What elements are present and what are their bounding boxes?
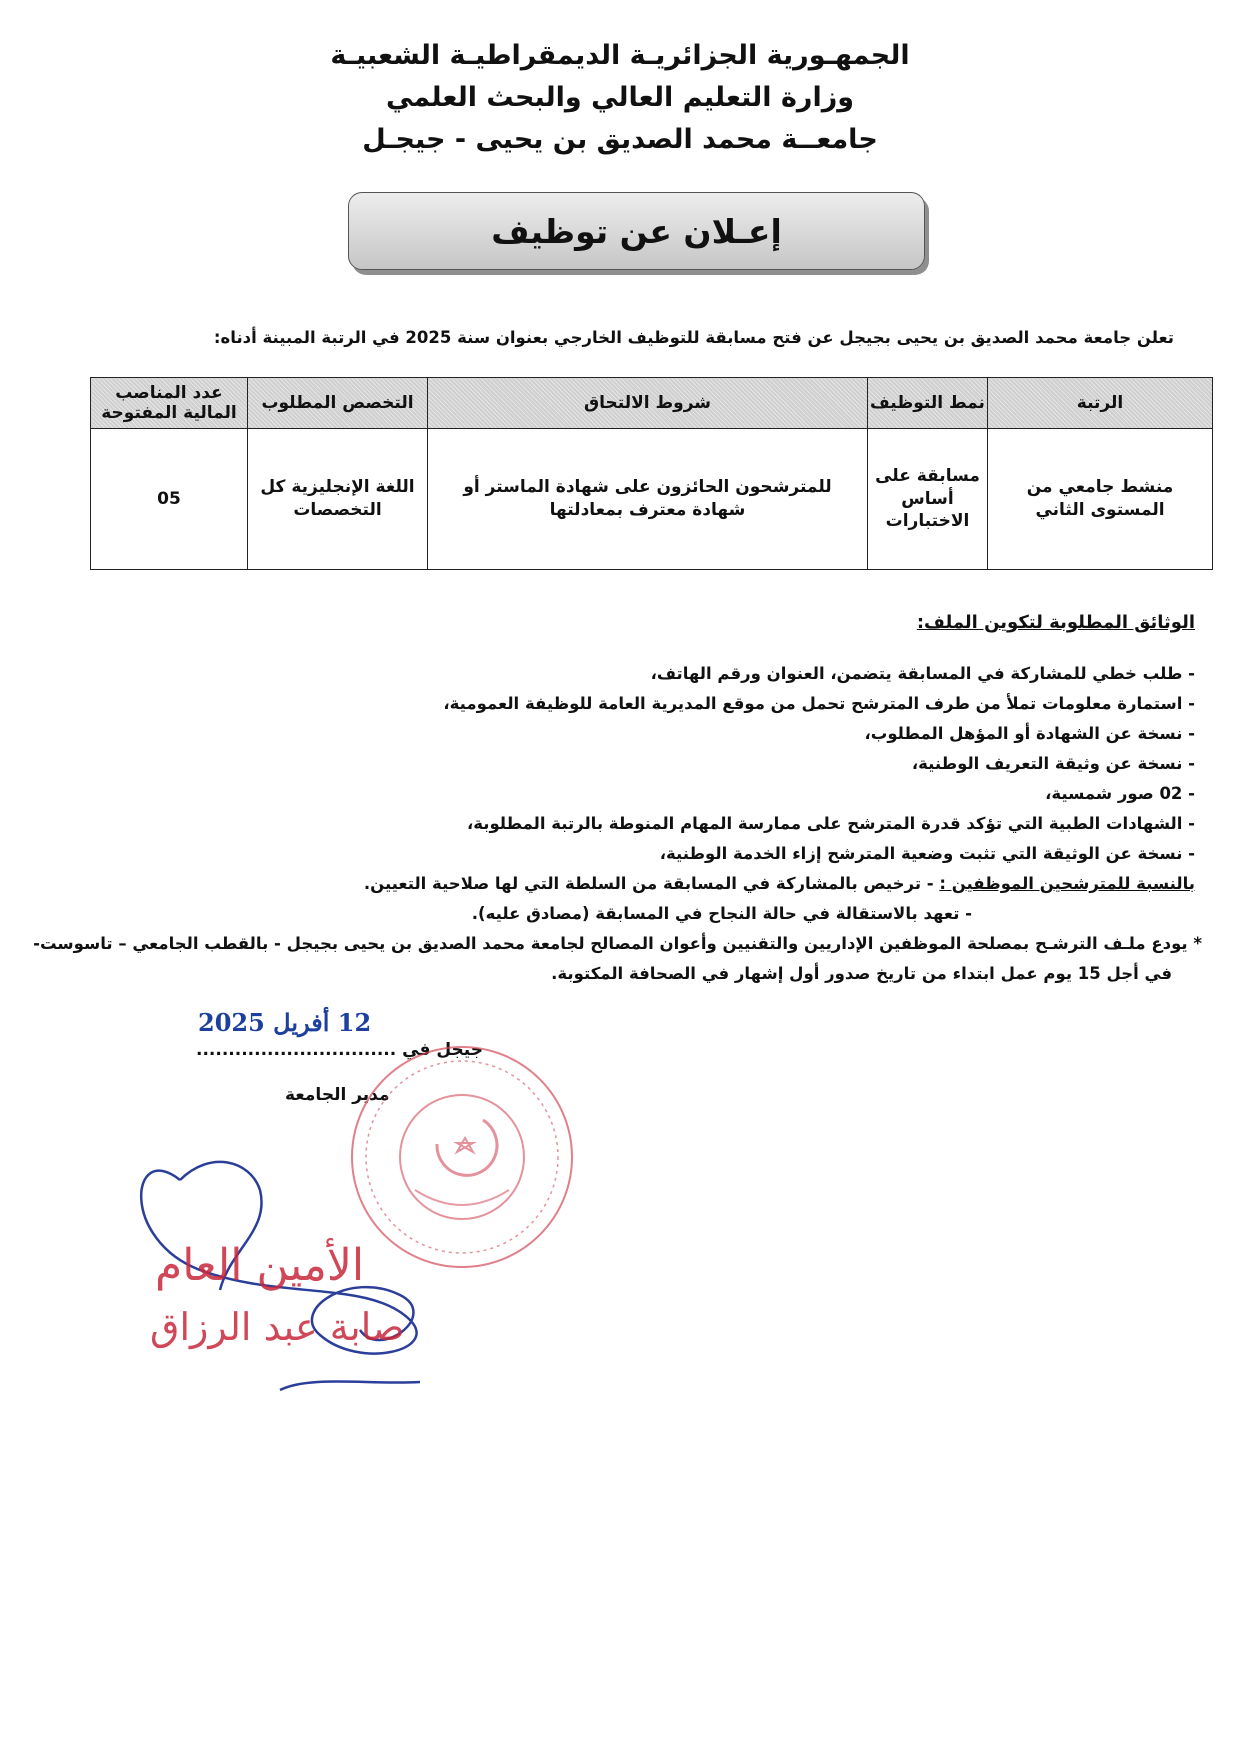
header-specialty: التخصص المطلوب <box>248 378 428 429</box>
staff-requirement-line <box>364 874 1195 893</box>
staff-item: - تعهد بالاستقالة في حالة النجاح في المسابقة (مصادق عليه). <box>471 904 972 923</box>
header-conditions: شروط الالتحاق <box>428 378 868 429</box>
intro-paragraph: تعلن جامعة محمد الصديق بن يحيى بجيجل عن فتح مسابقة للتوظيف الخارجي بعنوان سنة 2025 في الرتبة المبينة أدناه: <box>213 328 1174 347</box>
table-header-row <box>91 378 1213 429</box>
cell-specialty: اللغة الإنجليزية كل التخصصات <box>248 429 428 570</box>
header-grade: الرتبة <box>988 378 1213 429</box>
documents-title: الوثائق المطلوبة لتكوين الملف: <box>916 612 1195 633</box>
document-item: - استمارة معلومات تملأ من طرف المترشح تحمل من موقع المديرية العامة للوظيفة العمومية، <box>443 694 1195 713</box>
place-date-line: جيجل في ............................... <box>196 1040 483 1060</box>
document-item: - نسخة عن الشهادة أو المؤهل المطلوب، <box>864 724 1195 743</box>
document-item: - نسخة عن وثيقة التعريف الوطنية، <box>911 754 1195 773</box>
secretary-general-title: الأمين العام <box>155 1240 365 1291</box>
submission-note: * يودع ملـف الترشـح بمصلحة الموظفين الإداريين والتقنيين وأعوان المصالح لجامعة محمد الصديق بن يحيى بجيجل - بالقطب الجامعي – تاسوست- <box>33 934 1202 953</box>
announcement-title: إعـلان عن توظيف <box>491 211 782 251</box>
table-row <box>91 429 1213 570</box>
university-heading: جامعــة محمد الصديق بن يحيى - جيجـل <box>362 124 878 155</box>
handwritten-date: 12 أفريل 2025 <box>198 1008 372 1037</box>
secretary-general-name: صابة عبد الرزاق <box>150 1305 405 1349</box>
document-item: - نسخة عن الوثيقة التي تثبت وضعية المترشح إزاء الخدمة الوطنية، <box>659 844 1195 863</box>
signatory-role: مدير الجامعة <box>285 1085 390 1105</box>
cell-grade: منشط جامعي من المستوى الثاني <box>988 429 1213 570</box>
document-item: - الشهادات الطبية التي تؤكد قدرة المترشح على ممارسة المهام المنوطة بالرتبة المطلوبة، <box>466 814 1195 833</box>
document-item: - 02 صور شمسية، <box>1045 784 1195 803</box>
cell-conditions: للمترشحون الحائزون على شهادة الماستر أو شهادة معترف بمعادلتها <box>428 429 868 570</box>
cell-open-positions: 05 <box>91 429 248 570</box>
staff-item: - ترخيص بالمشاركة في المسابقة من السلطة التي لها صلاحية التعيين. <box>363 874 940 893</box>
submission-deadline: في أجل 15 يوم عمل ابتداء من تاريخ صدور أول إشهار في الصحافة المكتوبة. <box>551 964 1172 983</box>
staff-label: بالنسبة للمترشحين الموظفين : <box>939 874 1195 893</box>
positions-table <box>90 377 1213 570</box>
republic-heading: الجمهـورية الجزائريـة الديمقراطيـة الشعبيـة <box>330 40 910 71</box>
ministry-heading: وزارة التعليم العالي والبحث العلمي <box>385 82 855 113</box>
header-open-positions: عدد المناصب المالية المفتوحة <box>91 378 248 429</box>
announcement-title-box <box>348 192 925 270</box>
document-item: - طلب خطي للمشاركة في المسابقة يتضمن، العنوان ورقم الهاتف، <box>650 664 1195 683</box>
cell-recruitment-mode: مسابقة على أساس الاختبارات <box>868 429 988 570</box>
header-recruitment-mode: نمط التوظيف <box>868 378 988 429</box>
